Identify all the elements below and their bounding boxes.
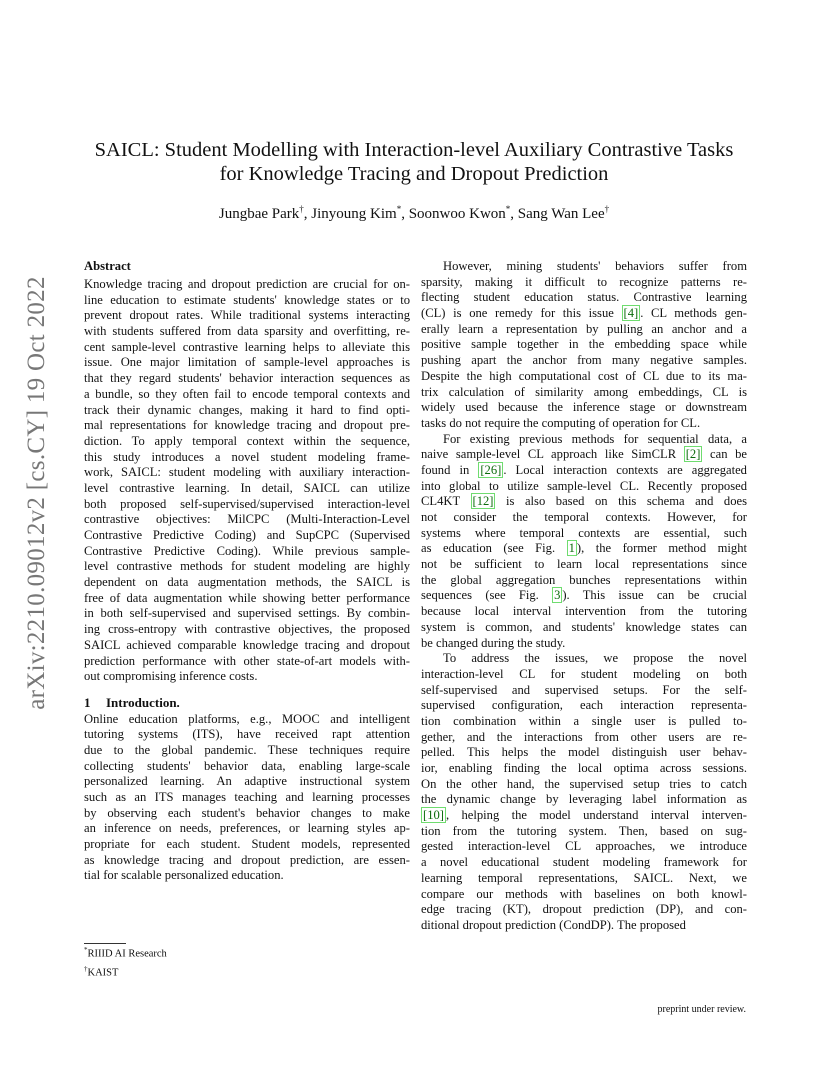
text-fragment: is also based on this schema and does bbox=[495, 494, 747, 509]
text-line bbox=[421, 808, 747, 824]
text-line: tial for scalable personalized education. bbox=[84, 868, 284, 883]
text-fragment: can be bbox=[702, 447, 747, 462]
text-line: Contrastive Predictive Coding). While previous sample- bbox=[84, 543, 410, 558]
title-line: for Knowledge Tracing and Dropout Prediction bbox=[219, 163, 609, 185]
text-line: personalized learning. An adaptive instructional system bbox=[84, 774, 410, 789]
text-line: both proposed self-supervised/supervised interaction-level bbox=[84, 496, 410, 511]
text-line: tion from the tutoring system. Then, based on sug- bbox=[421, 823, 747, 838]
paragraph bbox=[421, 432, 747, 652]
text-fragment: naive sample-level CL approach like SimCLR bbox=[421, 447, 684, 462]
text-line bbox=[421, 588, 747, 604]
arxiv-identifier: arXiv:2210.09012v2 [cs.CY] 19 Oct 2022 bbox=[23, 276, 50, 710]
text-line bbox=[421, 494, 747, 510]
text-line: this study introduces a novel student modeling frame- bbox=[84, 449, 410, 464]
text-fragment: found in bbox=[421, 462, 479, 477]
text-line: into global to utilize sample-level CL. Recently proposed bbox=[421, 478, 747, 493]
text-line: prevent dropout rates. While traditional systems interacting bbox=[84, 308, 410, 323]
section-title: Introduction. bbox=[106, 694, 180, 710]
text-line: Contrastive Predictive Coding) and SupCPC (Supervised bbox=[84, 528, 410, 542]
affiliation-mark: † bbox=[604, 204, 610, 214]
text-line: out compromising inference costs. bbox=[84, 669, 258, 684]
text-line: widely used because the inference stage or downstream bbox=[421, 400, 747, 415]
text-line: that they regard students' behavior interaction sequences as bbox=[84, 371, 410, 386]
text-line bbox=[421, 463, 747, 479]
text-line: tasks do not require the computing of operation for CL. bbox=[421, 415, 701, 430]
text-line: SAICL achieved comparable knowledge tracing and dropout bbox=[84, 637, 410, 652]
footer-note: preprint under review. bbox=[657, 1004, 746, 1015]
text-fragment: . CL methods gen- bbox=[640, 306, 747, 321]
text-line: not be sufficient to learn local representations since bbox=[421, 557, 747, 572]
text-line: tutoring systems (ITS), have received rapt attention bbox=[84, 727, 410, 742]
text-line: not consider the temporal contexts. However, for bbox=[421, 510, 747, 524]
text-line: trix calculation of similarity among embeddings, CL is bbox=[421, 384, 747, 399]
author-separator: , bbox=[510, 206, 518, 222]
footnote bbox=[84, 943, 167, 962]
text-line: in both self-supervised and supervised settings. By combin- bbox=[84, 606, 410, 621]
text-line: However, mining students' behaviors suffer from bbox=[443, 259, 747, 273]
text-line: pelled. This helps the model distinguish user behav- bbox=[421, 745, 747, 760]
text-line: gether, and the interactions from other users are re- bbox=[421, 729, 747, 744]
text-line: flecting student education status. Contrastive learning bbox=[421, 290, 747, 305]
text-line: Despite the high computational cost of CL due to its ma- bbox=[421, 368, 747, 383]
title-line: SAICL: Student Modelling with Interaction-level Auxiliary Contrastive Tasks bbox=[94, 139, 734, 161]
text-line: Online education platforms, e.g., MOOC and intelligent bbox=[84, 711, 410, 726]
text-line: work, SAICL: student modeling with auxiliary interaction- bbox=[84, 465, 410, 480]
text-line: compare our methods with baselines on both knowl- bbox=[421, 886, 747, 901]
introduction-body bbox=[84, 712, 410, 885]
abstract-body bbox=[84, 277, 410, 685]
text-line: the global aggregation bunches representations within bbox=[421, 572, 747, 587]
text-line: sparsity, making it difficult to recognize patterns re- bbox=[421, 274, 747, 289]
text-line: as knowledge tracing and dropout prediction, are essen- bbox=[84, 852, 410, 867]
text-fragment: as education (see Fig. bbox=[421, 541, 567, 556]
text-line: contrastive objectives: MilCPC (Multi-Interaction-Level bbox=[84, 512, 410, 527]
text-line: On the other hand, the supervised setup tries to catch bbox=[421, 776, 747, 791]
text-fragment: , helping the model understand interval interven- bbox=[445, 808, 747, 823]
text-line: ditional dropout prediction (CondDP). The proposed bbox=[421, 917, 686, 932]
footnote-text: KAIST bbox=[87, 967, 119, 978]
author-list bbox=[60, 204, 768, 223]
text-line: collecting students' behavior data, enabling large-scale bbox=[84, 758, 410, 773]
paragraph bbox=[421, 259, 747, 432]
paragraph bbox=[421, 651, 747, 933]
text-line: interaction-level CL for student modeling on both bbox=[421, 666, 747, 681]
author-separator: , bbox=[303, 206, 312, 222]
text-line: self-supervised and supervised setups. For the self- bbox=[421, 682, 747, 697]
text-line: supervised configuration, each interaction representa- bbox=[421, 698, 747, 713]
footnote bbox=[84, 962, 167, 981]
text-line: an inference on needs, preferences, or learning styles ap- bbox=[84, 821, 410, 836]
footnote-mark: † bbox=[84, 964, 88, 973]
affiliation-mark: * bbox=[505, 204, 511, 214]
text-line: mal representations for knowledge tracing and dropout pre- bbox=[84, 418, 410, 433]
text-line: Knowledge tracing and dropout prediction are crucial for on- bbox=[84, 277, 410, 291]
text-line: dependent on data augmentation methods, the SAICL is bbox=[84, 575, 410, 590]
text-line: For existing previous methods for sequential data, a bbox=[443, 431, 747, 446]
text-line: ior, enabling finding the local optima across sessions. bbox=[421, 761, 747, 775]
text-line: be changed during the study. bbox=[421, 635, 566, 650]
text-line: learning temporal representations, SAICL. Next, we bbox=[421, 870, 747, 885]
text-line: line education to estimate students' knowledge states or to bbox=[84, 292, 410, 307]
text-line: issue. One major limitation of sample-level approaches is bbox=[84, 355, 410, 370]
abstract-heading: Abstract bbox=[84, 259, 131, 273]
author-separator: , bbox=[401, 206, 409, 222]
arxiv-sidebar bbox=[22, 276, 52, 710]
author-name: Soonwoo Kwon bbox=[408, 206, 506, 222]
text-line: system is common, and students' knowledge states can bbox=[421, 619, 747, 634]
text-line: positive sample together in the embedding space while bbox=[421, 337, 747, 352]
author-name: Sang Wan Lee bbox=[517, 206, 605, 222]
text-line: prediction performance with other state-of-art models with- bbox=[84, 653, 410, 668]
text-line: ing cross-entropy with contrastive objectives, the proposed bbox=[84, 622, 410, 637]
text-line: tion combination within a single user is pulled to- bbox=[421, 713, 747, 728]
text-line: such as an ITS manages teaching and learning processes bbox=[84, 790, 410, 804]
text-line: gested interaction-level CL approaches, we introduce bbox=[421, 839, 747, 854]
text-line: a bundle, so they often fail to encode temporal contexts and bbox=[84, 386, 410, 401]
text-line: systems where temporal contexts are essential, such bbox=[421, 525, 747, 540]
text-fragment: . Local interaction contexts are aggregated bbox=[503, 462, 747, 477]
text-line: diction. To apply temporal context within the sequence, bbox=[84, 433, 410, 448]
citation-link[interactable]: 1 bbox=[568, 541, 575, 556]
text-line: To address the issues, we propose the novel bbox=[443, 651, 747, 666]
paper-title bbox=[60, 138, 768, 186]
text-line: edge tracing (KT), dropout prediction (DP), and con- bbox=[421, 902, 747, 917]
citation-link[interactable]: [26] bbox=[480, 462, 502, 477]
text-line: with students suffered from data sparsity and overfitting, re- bbox=[84, 324, 410, 339]
text-line: a novel educational student modeling framework for bbox=[421, 855, 747, 870]
text-line: level contrastive methods for student modeling are highly bbox=[84, 559, 410, 574]
text-line: cent sample-level contrastive learning helps to alleviate this bbox=[84, 339, 410, 354]
affiliation-mark: † bbox=[299, 204, 304, 214]
text-fragment: sequences (see Fig. bbox=[421, 588, 553, 603]
text-line: level contrastive learning. In detail, SAICL can utilize bbox=[84, 480, 410, 495]
author-name: Jungbae Park bbox=[218, 206, 300, 222]
affiliation-mark: * bbox=[396, 204, 402, 214]
text-line: erally learn a representation by pulling an anchor and a bbox=[421, 321, 747, 336]
text-fragment: ), the former method might bbox=[576, 541, 747, 556]
text-line bbox=[421, 541, 747, 557]
citation-link[interactable]: [2] bbox=[685, 447, 701, 462]
author-name: Jinyoung Kim bbox=[311, 206, 397, 222]
text-line: because local interval intervention from the tutoring bbox=[421, 604, 747, 619]
text-line: track their dynamic changes, making it hard to find opti- bbox=[84, 402, 410, 417]
text-line: by observing each student's behavior changes to make bbox=[84, 805, 410, 820]
citation-link[interactable]: [10] bbox=[423, 808, 444, 823]
text-line: propriate for each student. Student models, represented bbox=[84, 837, 410, 852]
footnotes bbox=[84, 943, 167, 980]
text-fragment: ). This issue can be crucial bbox=[562, 588, 747, 603]
text-fragment: CL4KT bbox=[421, 494, 471, 509]
section-number: 1 bbox=[84, 694, 91, 710]
text-line bbox=[421, 447, 747, 463]
text-line: free of data augmentation while showing better performance bbox=[84, 590, 410, 605]
footnote-mark: * bbox=[84, 946, 88, 954]
text-line bbox=[421, 306, 747, 322]
section-heading-introduction bbox=[84, 695, 410, 711]
text-line: due to the global pandemic. These techniques require bbox=[84, 742, 410, 757]
right-column bbox=[421, 259, 747, 934]
left-column bbox=[84, 259, 410, 884]
citation-link[interactable]: 3 bbox=[554, 588, 561, 603]
text-line: the dynamic change by leveraging label information as bbox=[421, 792, 747, 807]
text-line: pushing apart the anchor from many negative samples. bbox=[421, 353, 747, 368]
text-fragment: (CL) is one remedy for this issue bbox=[421, 306, 622, 321]
citation-link[interactable]: [4] bbox=[623, 306, 639, 321]
citation-link[interactable]: [12] bbox=[472, 494, 494, 509]
footnote-text: RIIID AI Research bbox=[87, 948, 167, 960]
